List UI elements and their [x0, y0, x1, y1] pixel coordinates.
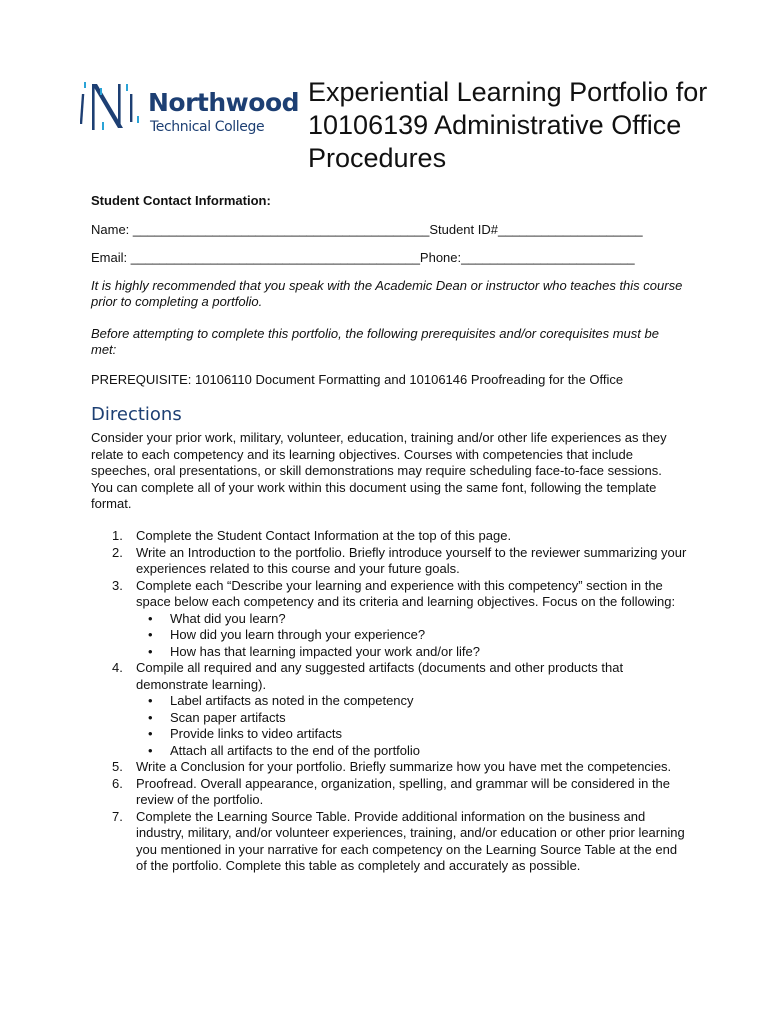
- step-item: [91, 528, 691, 545]
- directions-heading: Directions: [91, 404, 182, 425]
- document-title: Experiential Learning Portfolio for 10106139 Administrative Office Procedures: [308, 77, 708, 173]
- student-contact-heading: Student Contact Information:: [91, 193, 271, 208]
- prerequisite-note: Before attempting to complete this portfolio, the following prerequisites and/or corequisites must be met:: [91, 326, 659, 357]
- step-number: 6.: [112, 775, 123, 791]
- step-number: 2.: [112, 544, 123, 560]
- bullet-item: [136, 627, 691, 644]
- bullet-text: Provide links to video artifacts: [170, 726, 342, 741]
- bullet-icon: •: [148, 709, 153, 725]
- directions-intro: Consider your prior work, military, volunteer, education, training and/or other life experiences as they relate to each competency and its learning objectives. Courses with competencies that include speeches, oral presentations, or skill demonstrations may require scheduling face-to-face sessions. You can complete all of your work within this document using the same font, following the template format.: [91, 430, 667, 511]
- bullet-icon: •: [148, 627, 153, 642]
- name-student-id-field: Name: _________________________________________Student ID#____________________: [91, 222, 643, 237]
- step-text: Write an Introduction to the portfolio. Briefly introduce yourself to the reviewer summarizing your experiences related to this course and your future goals.: [136, 544, 687, 576]
- step-text: Complete the Learning Source Table. Provide additional information on the business and industry, military, and/or volunteer experiences, training, and/or education or other prior learning you mentioned in your narrative for each competency on the Learning Source Table at the end of the portfolio. Complete this table as completely and accurately as possible.: [136, 808, 685, 873]
- northwood-logo: [80, 78, 300, 140]
- bullet-text: Attach all artifacts to the end of the portfolio: [170, 742, 421, 758]
- bullet-item: [136, 726, 691, 743]
- bullet-item: [136, 743, 691, 760]
- bullet-icon: •: [148, 742, 153, 758]
- step-text: Complete each “Describe your learning and experience with this competency” section in the space below each competency and its criteria and learning objectives. Focus on the following:: [136, 577, 676, 609]
- bullet-text: Scan paper artifacts: [170, 709, 286, 725]
- step-number: 4.: [112, 660, 123, 675]
- step-item: [91, 660, 691, 759]
- northwood-logo-mark-icon: [80, 78, 144, 140]
- step-number: 3.: [112, 577, 123, 593]
- email-phone-field: Email: ________________________________________Phone:________________________: [91, 250, 635, 265]
- bullet-item: [136, 693, 691, 710]
- bullet-text: How has that learning impacted your work and/or life?: [170, 643, 480, 659]
- step-text: Complete the Student Contact Information at the top of this page.: [136, 528, 512, 543]
- recommendation-note: It is highly recommended that you speak with the Academic Dean or instructor who teaches this course prior to completing a portfolio.: [91, 278, 683, 309]
- step-number: 7.: [112, 808, 123, 824]
- bullet-text: How did you learn through your experience?: [170, 627, 426, 642]
- bullet-text: What did you learn?: [170, 610, 286, 626]
- bullet-list: [136, 611, 691, 661]
- step-item: [91, 578, 691, 661]
- bullet-icon: •: [148, 643, 153, 659]
- bullet-item: [136, 644, 691, 661]
- step-item: [91, 545, 691, 578]
- logo-subtitle: Technical College: [150, 119, 265, 135]
- bullet-icon: •: [148, 610, 153, 626]
- step-item: [91, 759, 691, 776]
- step-number: 5.: [112, 759, 123, 774]
- bullet-text: Label artifacts as noted in the competency: [170, 693, 414, 708]
- step-text: Proofread. Overall appearance, organization, spelling, and grammar will be considered in the review of the portfolio.: [136, 775, 671, 807]
- bullet-item: [136, 710, 691, 727]
- step-text: Write a Conclusion for your portfolio. Briefly summarize how you have met the competencies.: [136, 759, 672, 774]
- bullet-icon: •: [148, 726, 153, 741]
- bullet-icon: •: [148, 693, 153, 708]
- logo-wordmark: Northwood: [148, 88, 300, 117]
- bullet-item: [136, 611, 691, 628]
- step-item: [91, 809, 691, 875]
- directions-steps: [91, 528, 691, 875]
- step-text: Compile all required and any suggested artifacts (documents and other products that demonstrate learning).: [136, 660, 624, 692]
- step-item: [91, 776, 691, 809]
- step-number: 1.: [112, 528, 123, 543]
- prerequisite-line: PREREQUISITE: 10106110 Document Formatting and 10106146 Proofreading for the Office: [91, 372, 624, 387]
- bullet-list: [136, 693, 691, 759]
